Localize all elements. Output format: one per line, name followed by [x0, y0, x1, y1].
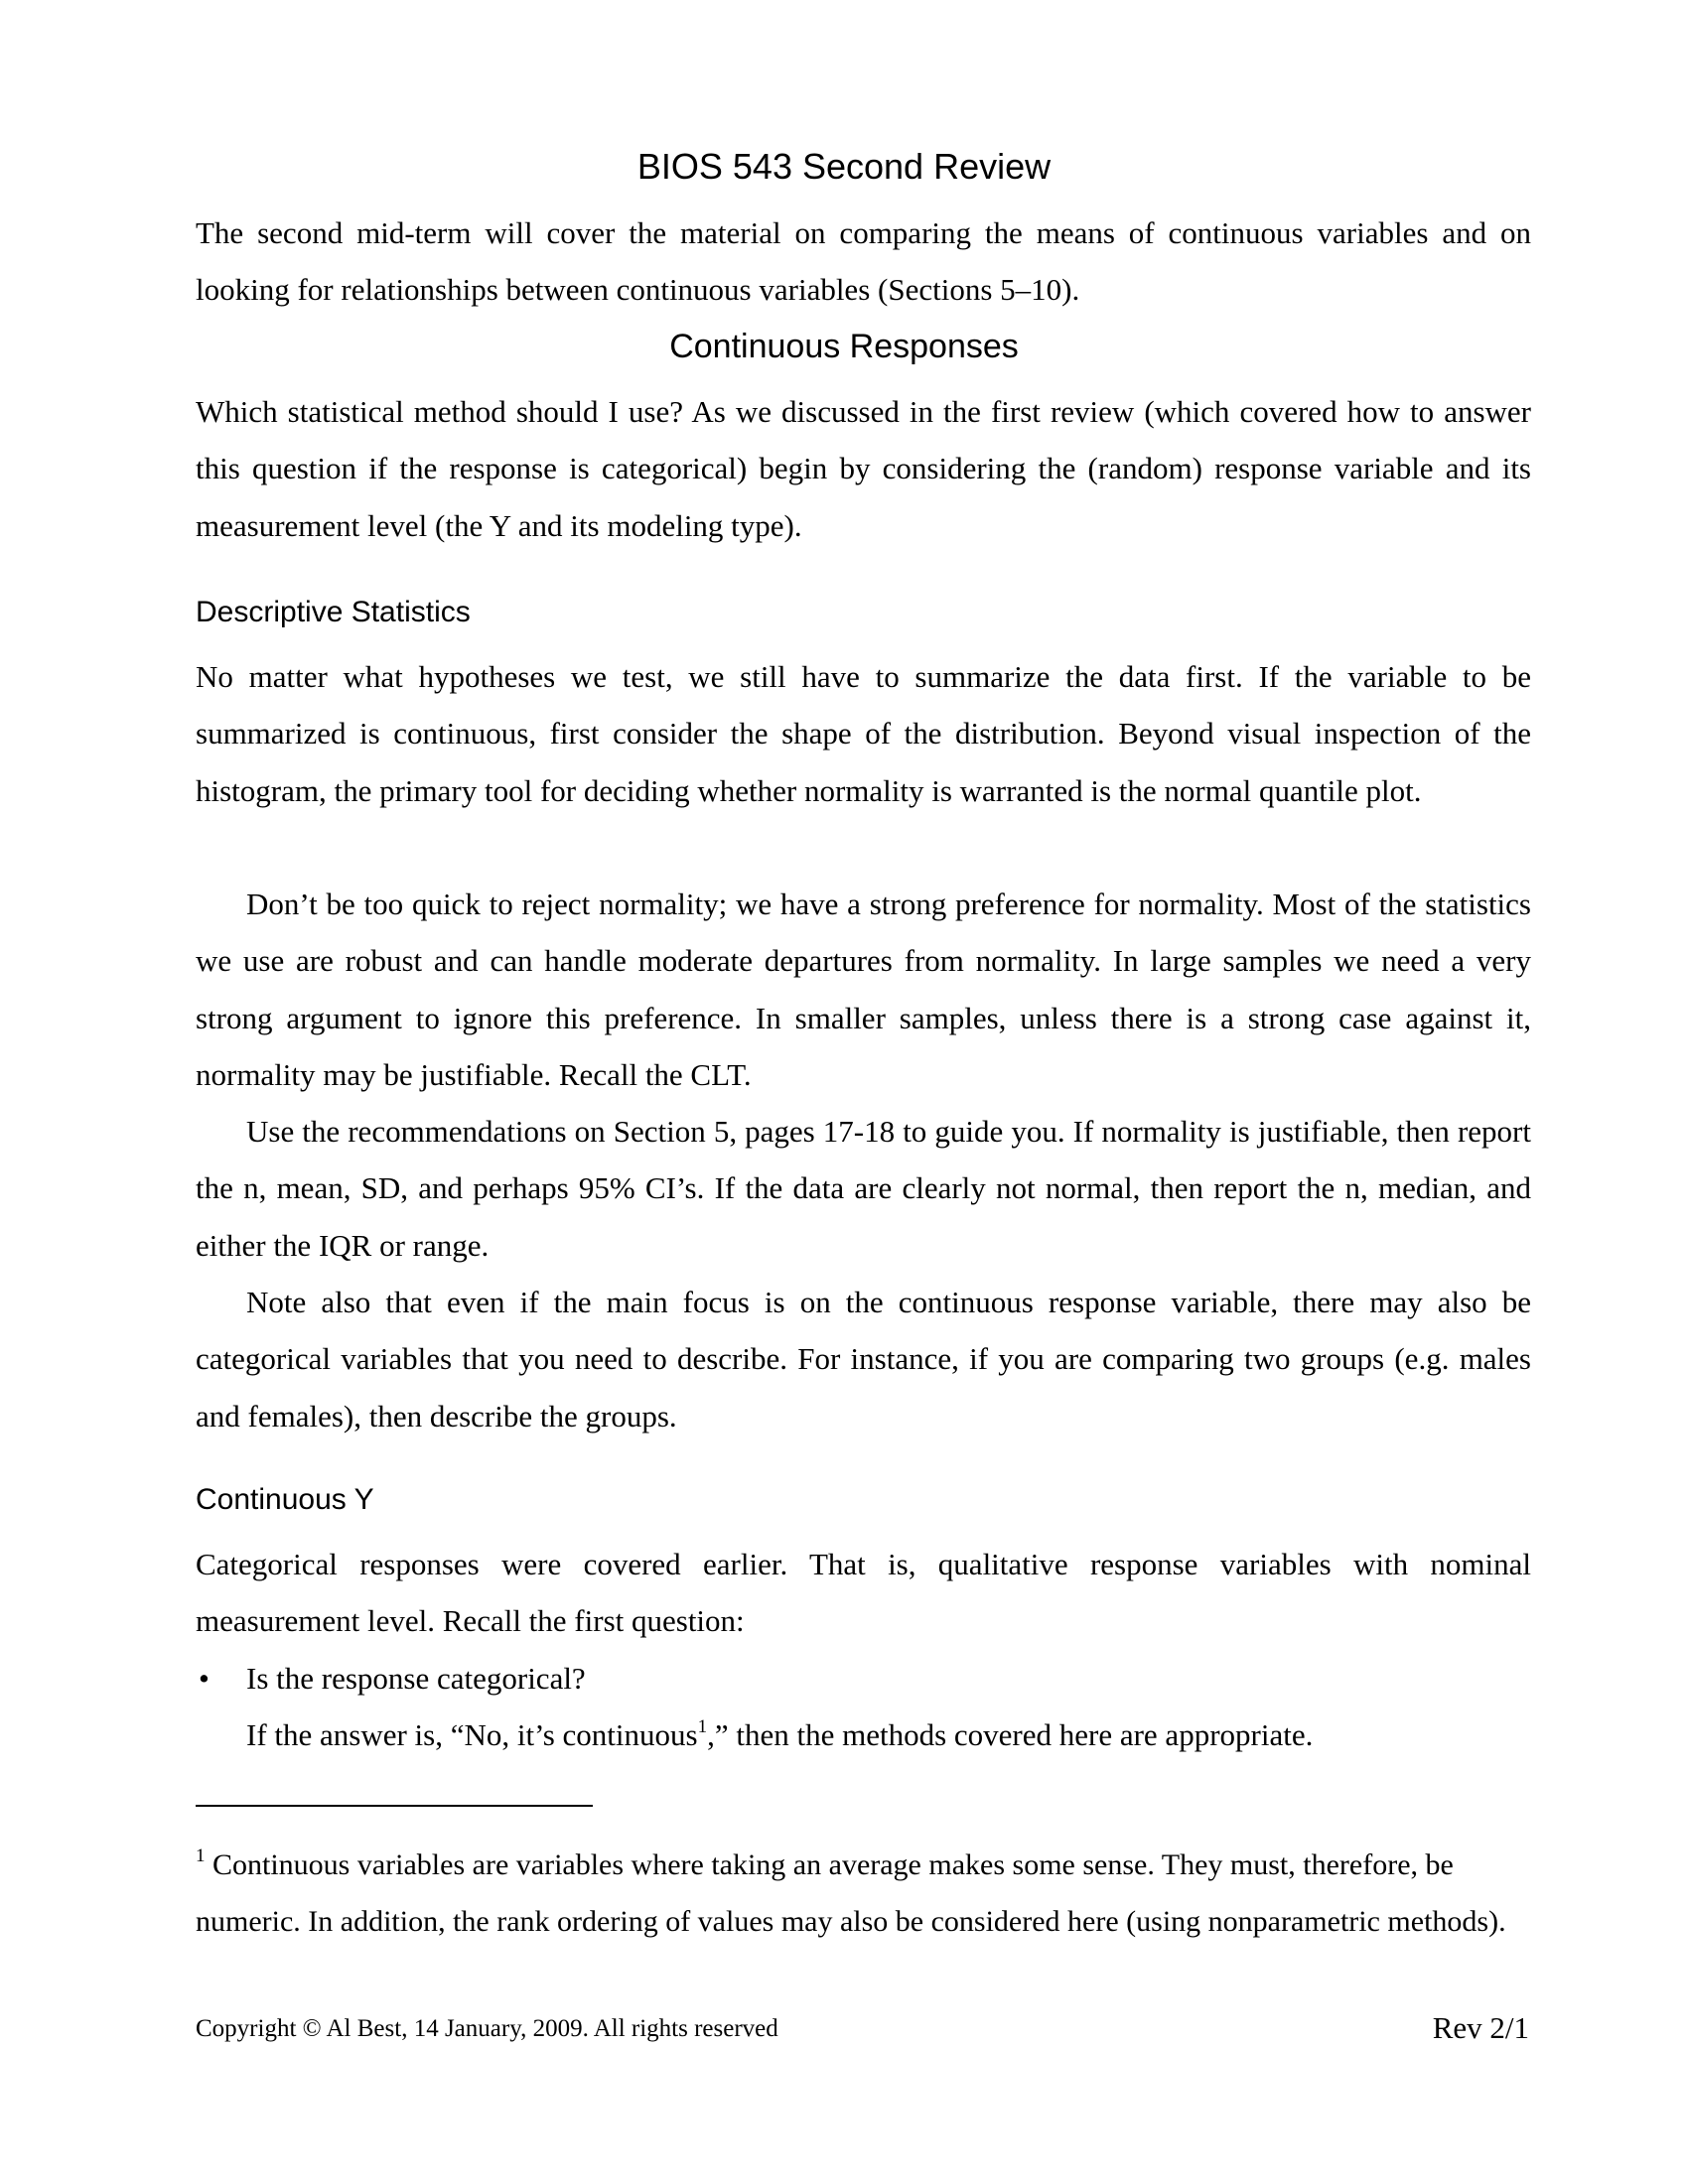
footnote-reference: 1 — [697, 1715, 708, 1737]
section-heading: Continuous Responses — [669, 328, 1019, 365]
footer-revision: Rev 2/1 — [1432, 2010, 1529, 2045]
footnote-marker: 1 — [196, 1845, 206, 1866]
bullet-list-item — [196, 1650, 1531, 1706]
continuous-y-paragraph: Categorical responses were covered earlier. That is, qualitative response variables with nominal measurement level. Recall the first question: — [196, 1547, 1531, 1639]
bullet-icon: • — [199, 1661, 210, 1696]
document-title: BIOS 543 Second Review — [636, 146, 1052, 187]
footnote-separator — [196, 1805, 593, 1807]
footer-copyright: Copyright © Al Best, 14 January, 2009. All rights reserved — [196, 2015, 778, 2042]
bullet-text: Is the response categorical? — [246, 1661, 586, 1696]
intro-paragraph: The second mid-term will cover the material on comparing the means of continuous variables and on looking for relationships between continuous variables (Sections 5–10). — [196, 215, 1531, 308]
continuous-y-heading: Continuous Y — [196, 1483, 374, 1516]
answer-line — [246, 1706, 1313, 1763]
answer-text-start: If the answer is, “No, it’s continuous — [246, 1717, 698, 1752]
descriptive-paragraph-3: Use the recommendations on Section 5, pages 17-18 to guide you. If normality is justifiable, then report the n, mean, SD, and perhaps 95% CI’s. If the data are clearly not normal, then report the n, median, and either the IQR or range. — [196, 1114, 1531, 1263]
footnote-text: Continuous variables are variables where taking an average makes some sense. They must, therefore, be numeric. In addition, the rank ordering of values may also be considered here (using nonparametric methods). — [196, 1848, 1506, 1938]
descriptive-paragraph-1: No matter what hypotheses we test, we still have to summarize the data first. If the variable to be summarized is continuous, first consider the shape of the distribution. Beyond visual inspection of the histogram, the primary tool for deciding whether normality is warranted is the normal quantile plot. — [196, 659, 1531, 808]
descriptive-paragraph-4: Note also that even if the main focus is on the continuous response variable, there may also be categorical variables that you need to describe. For instance, if you are comparing two groups (e.g. males and females), then describe the groups. — [196, 1285, 1531, 1433]
section-paragraph: Which statistical method should I use? As we discussed in the first review (which covered how to answer this question if the response is categorical) begin by considering the (random) response variable and its measurement level (the Y and its modeling type). — [196, 394, 1531, 543]
footnote — [196, 1837, 1531, 1950]
descriptive-paragraph-2: Don’t be too quick to reject normality; we have a strong preference for normality. Most of the statistics we use are robust and can handle moderate departures from normality. In large samples we need a very strong argument to ignore this preference. In smaller samples, unless there is a strong case against it, normality may be justifiable. Recall the CLT. — [196, 887, 1531, 1092]
answer-text-end: ,” then the methods covered here are appropriate. — [707, 1717, 1314, 1752]
descriptive-statistics-heading: Descriptive Statistics — [196, 596, 471, 628]
